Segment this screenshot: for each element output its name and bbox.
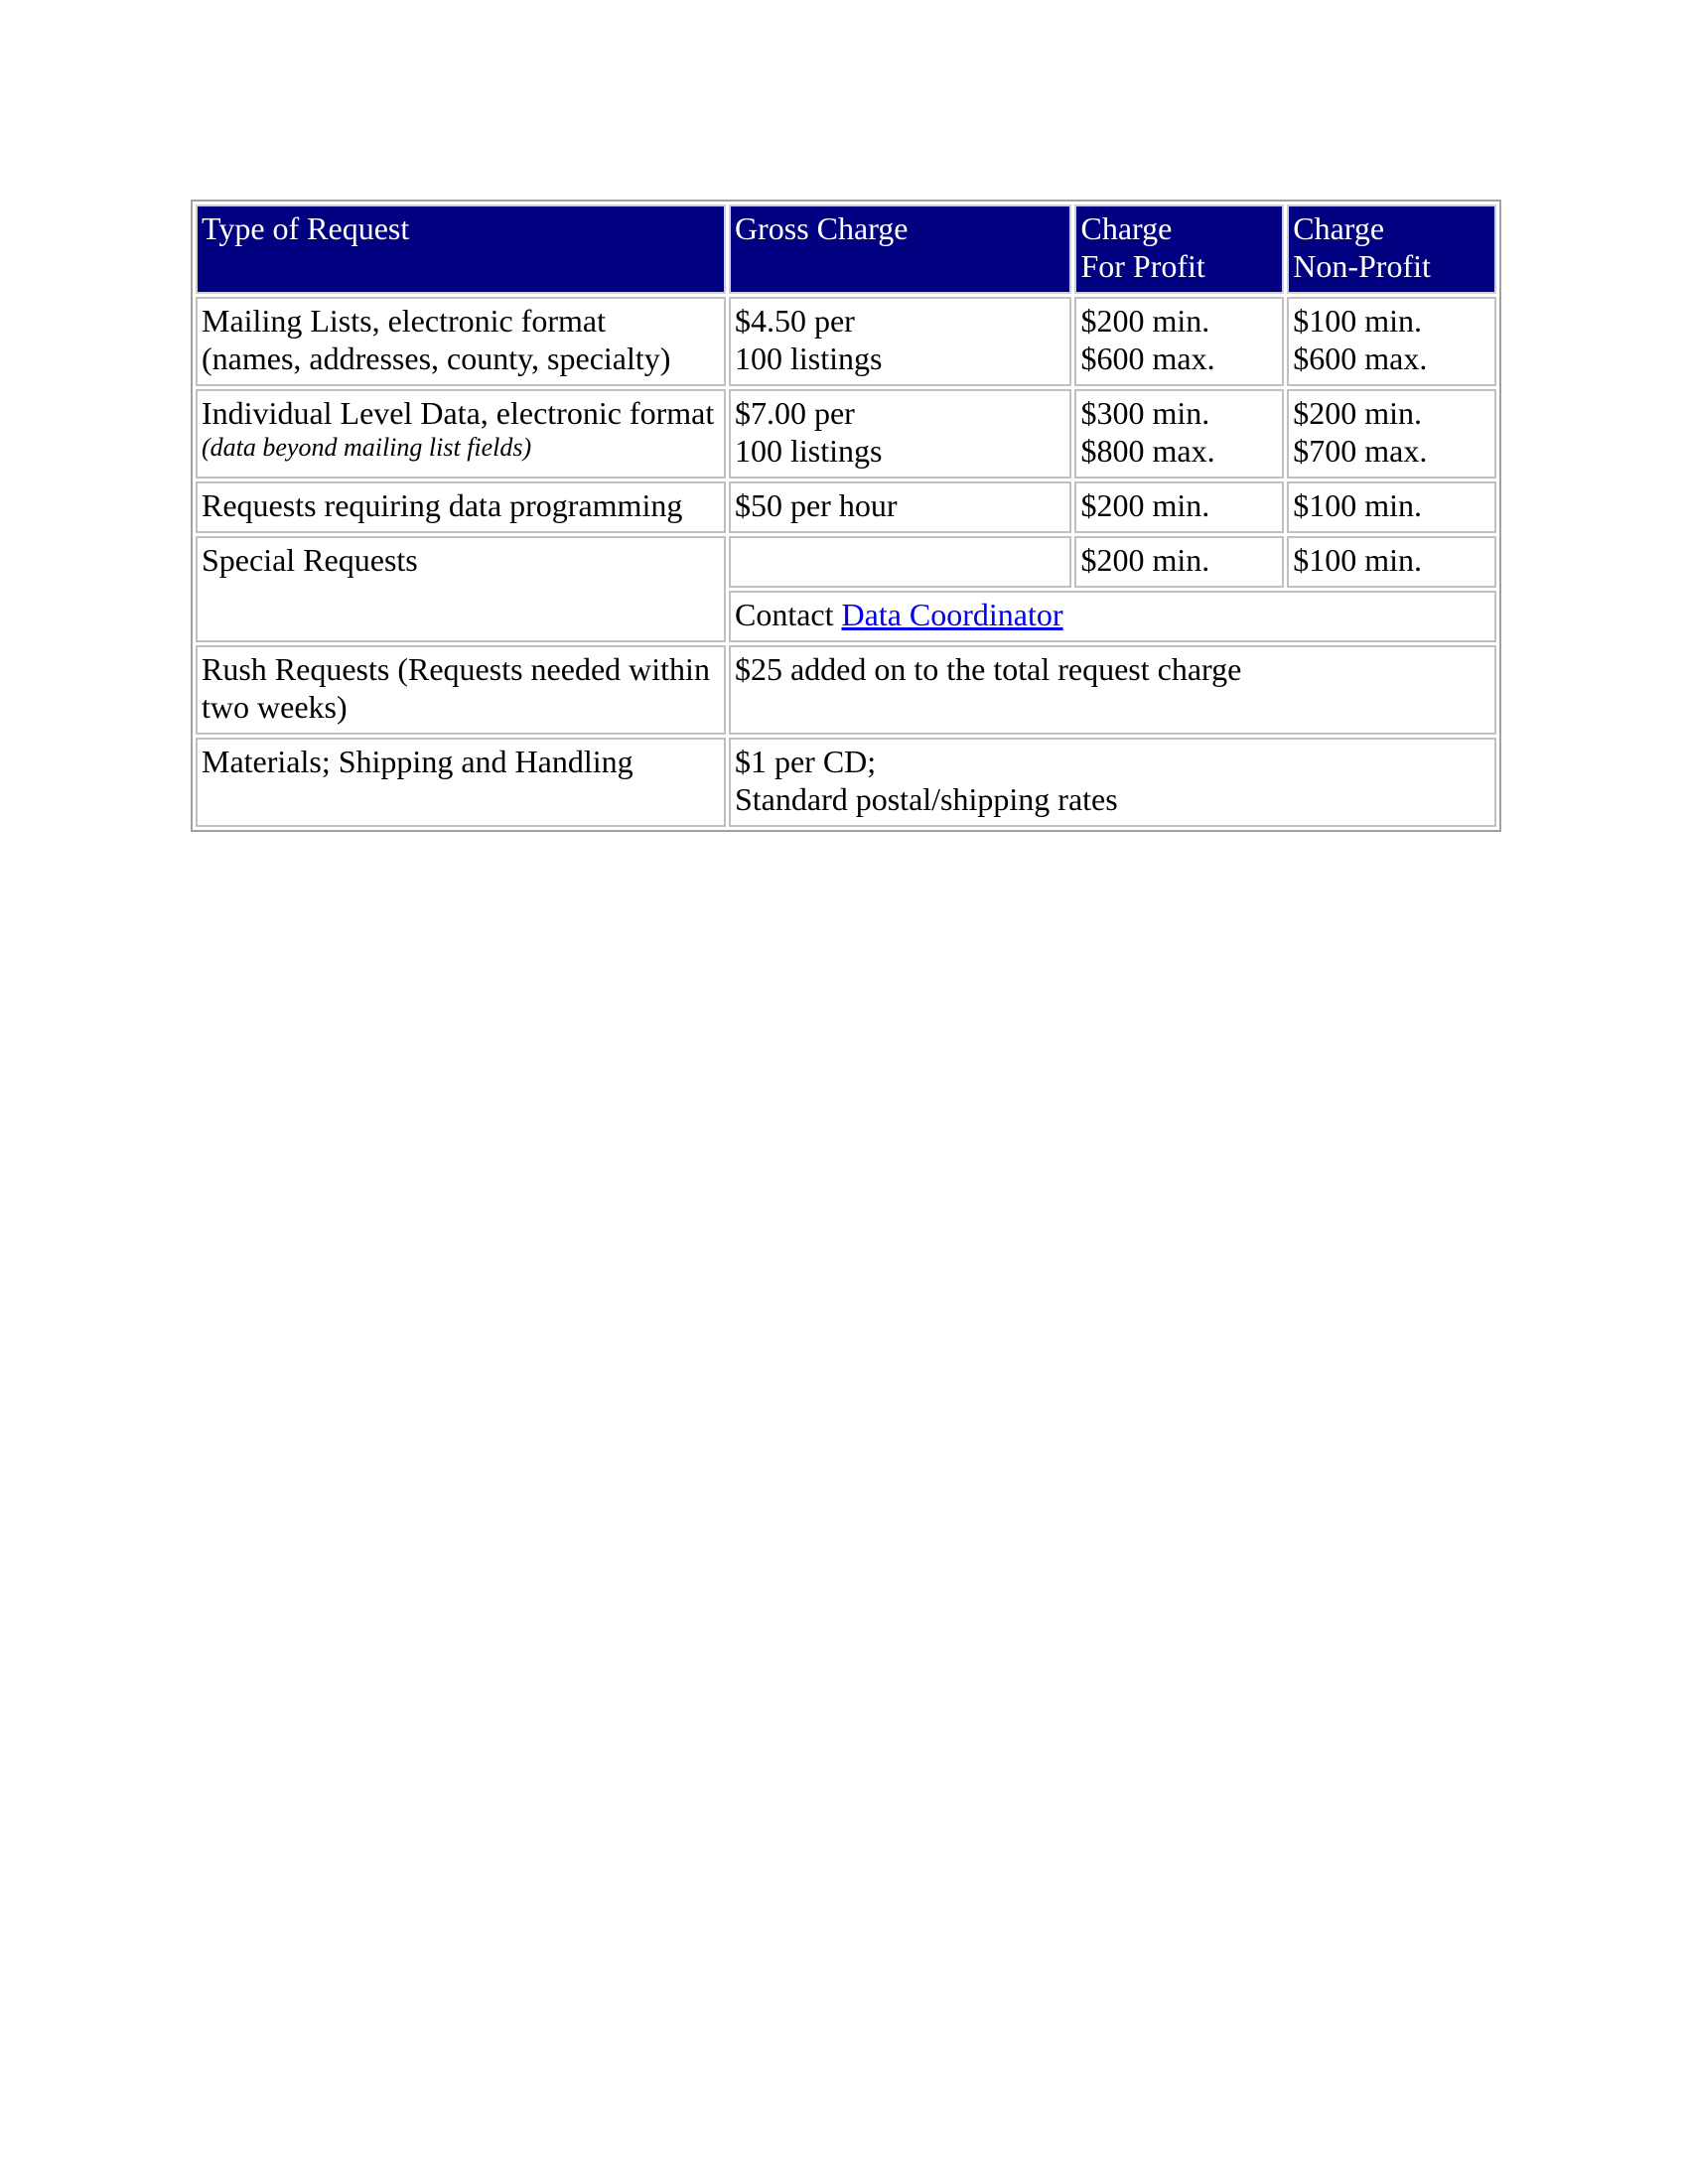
cell-charge: $25 added on to the total request charge: [729, 645, 1496, 735]
table-row-special-requests: [196, 536, 1496, 588]
header-charge-for-profit: Charge For Profit: [1074, 205, 1284, 294]
table-header-row: [196, 205, 1496, 294]
cell-charge: $1 per CD; Standard postal/shipping rates: [729, 738, 1496, 827]
table-row-mailing-lists: [196, 297, 1496, 386]
table-row-rush-requests: [196, 645, 1496, 735]
table-row-individual-level-data: [196, 389, 1496, 478]
cell-for-profit: $200 min.: [1074, 481, 1284, 533]
cell-non-profit: $100 min.: [1287, 536, 1496, 588]
cell-for-profit: $200 min.: [1074, 536, 1284, 588]
cell-for-profit: $300 min. $800 max.: [1074, 389, 1284, 478]
cell-gross-charge: [729, 536, 1072, 588]
cell-non-profit: $100 min.: [1287, 481, 1496, 533]
cell-non-profit: $100 min. $600 max.: [1287, 297, 1496, 386]
cell-type: Requests requiring data programming: [196, 481, 726, 533]
cell-type: Rush Requests (Requests needed within two weeks): [196, 645, 726, 735]
cell-type: Individual Level Data, electronic format (data beyond mailing list fields): [196, 389, 726, 478]
pricing-table: [191, 200, 1501, 832]
header-gross-charge: Gross Charge: [729, 205, 1072, 294]
cell-gross-charge: $7.00 per 100 listings: [729, 389, 1072, 478]
cell-gross-charge: $50 per hour: [729, 481, 1072, 533]
table-row-materials: [196, 738, 1496, 827]
header-charge-non-profit: Charge Non-Profit: [1287, 205, 1496, 294]
table-row-data-programming: [196, 481, 1496, 533]
cell-type: Materials; Shipping and Handling: [196, 738, 726, 827]
cell-non-profit: $200 min. $700 max.: [1287, 389, 1496, 478]
data-coordinator-link[interactable]: Data Coordinator: [841, 597, 1063, 632]
cell-type: Special Requests: [196, 536, 726, 642]
cell-type: Mailing Lists, electronic format (names, addresses, county, specialty): [196, 297, 726, 386]
cell-gross-charge: $4.50 per 100 listings: [729, 297, 1072, 386]
cell-note: (data beyond mailing list fields): [202, 433, 532, 462]
header-type-of-request: Type of Request: [196, 205, 726, 294]
cell-for-profit: $200 min. $600 max.: [1074, 297, 1284, 386]
cell-contact: Contact Data Coordinator: [729, 591, 1496, 642]
